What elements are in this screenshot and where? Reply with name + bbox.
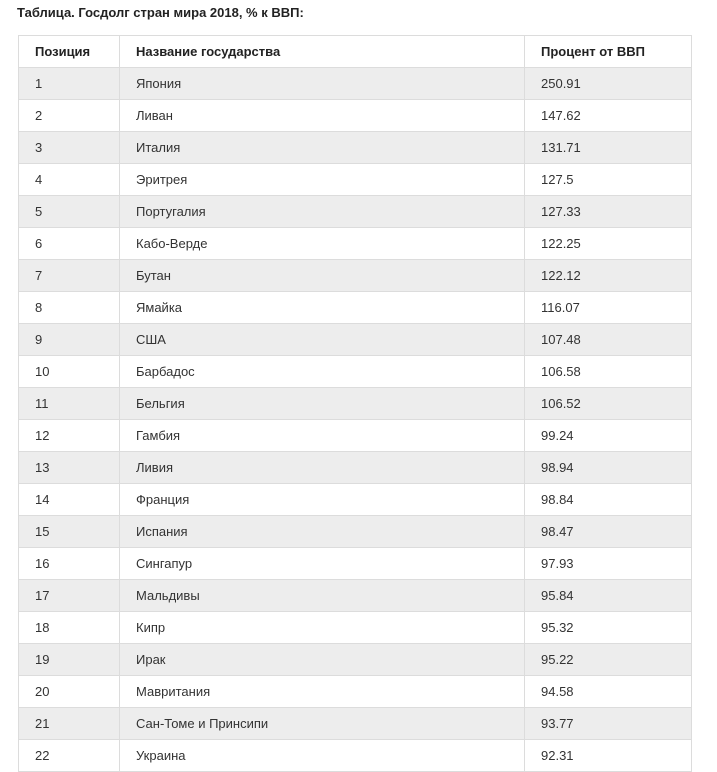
cell-percent-gdp: 94.58 (525, 676, 692, 708)
table-row (19, 68, 692, 100)
table-body (19, 68, 692, 772)
cell-country: Гамбия (120, 420, 525, 452)
cell-percent-gdp: 99.24 (525, 420, 692, 452)
cell-position: 6 (19, 228, 120, 260)
cell-position: 11 (19, 388, 120, 420)
cell-percent-gdp: 106.58 (525, 356, 692, 388)
cell-percent-gdp: 95.22 (525, 644, 692, 676)
table-row (19, 420, 692, 452)
table-row (19, 644, 692, 676)
cell-position: 1 (19, 68, 120, 100)
cell-country: Сингапур (120, 548, 525, 580)
cell-percent-gdp: 127.33 (525, 196, 692, 228)
header-row (19, 36, 692, 68)
debt-table-container (18, 35, 691, 772)
cell-country: Кабо-Верде (120, 228, 525, 260)
cell-percent-gdp: 106.52 (525, 388, 692, 420)
cell-country: Франция (120, 484, 525, 516)
table-row (19, 292, 692, 324)
cell-position: 15 (19, 516, 120, 548)
header-percent-gdp[interactable]: Процент от ВВП (525, 36, 692, 68)
table-row (19, 164, 692, 196)
cell-position: 17 (19, 580, 120, 612)
cell-position: 13 (19, 452, 120, 484)
cell-country: Эритрея (120, 164, 525, 196)
cell-position: 18 (19, 612, 120, 644)
cell-position: 9 (19, 324, 120, 356)
table-row (19, 356, 692, 388)
cell-country: Бутан (120, 260, 525, 292)
cell-position: 10 (19, 356, 120, 388)
cell-position: 2 (19, 100, 120, 132)
table-row (19, 100, 692, 132)
cell-percent-gdp: 98.94 (525, 452, 692, 484)
cell-percent-gdp: 122.12 (525, 260, 692, 292)
cell-percent-gdp: 98.84 (525, 484, 692, 516)
table-header (19, 36, 692, 68)
cell-percent-gdp: 122.25 (525, 228, 692, 260)
cell-country: Ирак (120, 644, 525, 676)
table-row (19, 132, 692, 164)
cell-country: Мальдивы (120, 580, 525, 612)
cell-percent-gdp: 250.91 (525, 68, 692, 100)
cell-position: 21 (19, 708, 120, 740)
table-row (19, 452, 692, 484)
table-row (19, 260, 692, 292)
cell-country: Мавритания (120, 676, 525, 708)
cell-position: 16 (19, 548, 120, 580)
cell-country: Ливан (120, 100, 525, 132)
cell-country: Сан-Томе и Принсипи (120, 708, 525, 740)
table-row (19, 612, 692, 644)
cell-position: 7 (19, 260, 120, 292)
header-country[interactable]: Название государства (120, 36, 525, 68)
cell-percent-gdp: 93.77 (525, 708, 692, 740)
table-row (19, 228, 692, 260)
table-row (19, 580, 692, 612)
cell-country: Италия (120, 132, 525, 164)
debt-table (18, 35, 692, 772)
cell-country: Украина (120, 740, 525, 772)
table-row (19, 484, 692, 516)
cell-percent-gdp: 92.31 (525, 740, 692, 772)
cell-country: Барбадос (120, 356, 525, 388)
cell-country: Япония (120, 68, 525, 100)
cell-position: 22 (19, 740, 120, 772)
cell-country: Ливия (120, 452, 525, 484)
cell-position: 5 (19, 196, 120, 228)
cell-position: 14 (19, 484, 120, 516)
cell-country: Ямайка (120, 292, 525, 324)
cell-position: 3 (19, 132, 120, 164)
table-row (19, 548, 692, 580)
cell-percent-gdp: 116.07 (525, 292, 692, 324)
cell-percent-gdp: 95.84 (525, 580, 692, 612)
cell-percent-gdp: 131.71 (525, 132, 692, 164)
cell-country: США (120, 324, 525, 356)
table-row (19, 516, 692, 548)
cell-country: Бельгия (120, 388, 525, 420)
table-row (19, 196, 692, 228)
cell-position: 19 (19, 644, 120, 676)
cell-country: Португалия (120, 196, 525, 228)
table-row (19, 676, 692, 708)
table-caption: Таблица. Госдолг стран мира 2018, % к ВВП: (17, 5, 304, 20)
table-row (19, 708, 692, 740)
cell-position: 4 (19, 164, 120, 196)
cell-percent-gdp: 97.93 (525, 548, 692, 580)
table-row (19, 324, 692, 356)
table-row (19, 388, 692, 420)
cell-percent-gdp: 95.32 (525, 612, 692, 644)
cell-country: Кипр (120, 612, 525, 644)
cell-percent-gdp: 127.5 (525, 164, 692, 196)
cell-percent-gdp: 107.48 (525, 324, 692, 356)
cell-position: 20 (19, 676, 120, 708)
cell-percent-gdp: 98.47 (525, 516, 692, 548)
cell-percent-gdp: 147.62 (525, 100, 692, 132)
cell-position: 12 (19, 420, 120, 452)
header-position[interactable]: Позиция (19, 36, 120, 68)
cell-country: Испания (120, 516, 525, 548)
cell-position: 8 (19, 292, 120, 324)
